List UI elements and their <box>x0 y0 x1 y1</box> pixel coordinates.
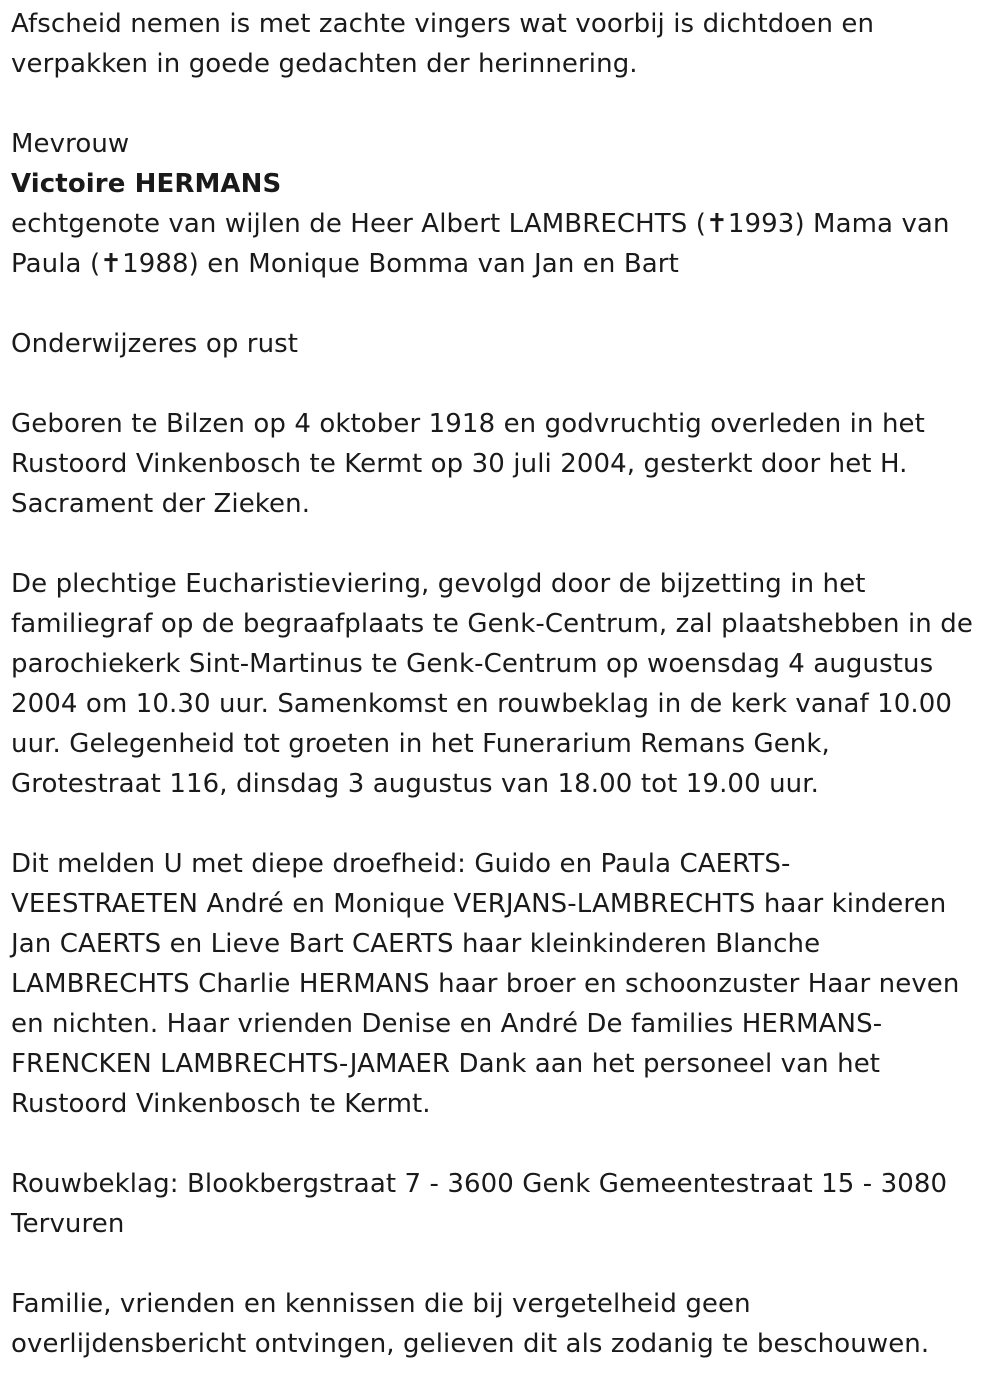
intro-quote: Afscheid nemen is met zachte vingers wat voorbij is dichtdoen en verpakken in goede gedachten der herinnering. <box>11 9 875 79</box>
birth-death-text: Geboren te Bilzen op 4 oktober 1918 en godvruchtig overleden in het Rustoord Vinkenbosch te Kermt op 30 juli 2004, gesterkt door het H. Sacrament der Zieken. <box>11 409 925 519</box>
condolence-address: Rouwbeklag: Blookbergstraat 7 - 3600 Genk Gemeentestraat 15 - 3080 Tervuren <box>11 1169 948 1239</box>
relation-text: echtgenote van wijlen de Heer Albert LAMBRECHTS (✝1993) Mama van Paula (✝1988) en Monique Bomma van Jan en Bart <box>11 209 950 279</box>
deceased-name: Victoire HERMANS <box>11 169 282 199</box>
obituary-text <box>11 4 991 1364</box>
ceremony-text: De plechtige Eucharistieviering, gevolgd door de bijzetting in het familiegraf op de begraafplaats te Genk-Centrum, zal plaatshebben in de parochiekerk Sint-Martinus te Genk-Centrum op woensdag 4 augustus 2004 om 10.30 uur. Samenkomst en rouwbeklag in de kerk vanaf 10.00 uur. Gelegenheid tot groeten in het Funerarium Remans Genk, Grotestraat 116, dinsdag 3 augustus van 18.00 tot 19.00 uur. <box>11 569 973 799</box>
occupation-text: Onderwijzeres op rust <box>11 329 299 359</box>
announcement-text: Dit melden U met diepe droefheid: Guido en Paula CAERTS- VEESTRAETEN André en Monique VERJANS-LAMBRECHTS haar kinderen Jan CAERTS en Lieve Bart CAERTS haar kleinkinderen Blanche LAMBRECHTS Charlie HERMANS haar broer en schoonzuster Haar neven en nichten. Haar vrienden Denise en André De families HERMANS- FRENCKEN LAMBRECHTS-JAMAER Dank aan het personeel van het Rustoord Vinkenbosch te Kermt. <box>11 849 960 1119</box>
title-prefix: Mevrouw <box>11 129 130 159</box>
closing-text: Familie, vrienden en kennissen die bij vergetelheid geen overlijdensbericht ontvingen, gelieven dit als zodanig te beschouwen. <box>11 1289 930 1359</box>
